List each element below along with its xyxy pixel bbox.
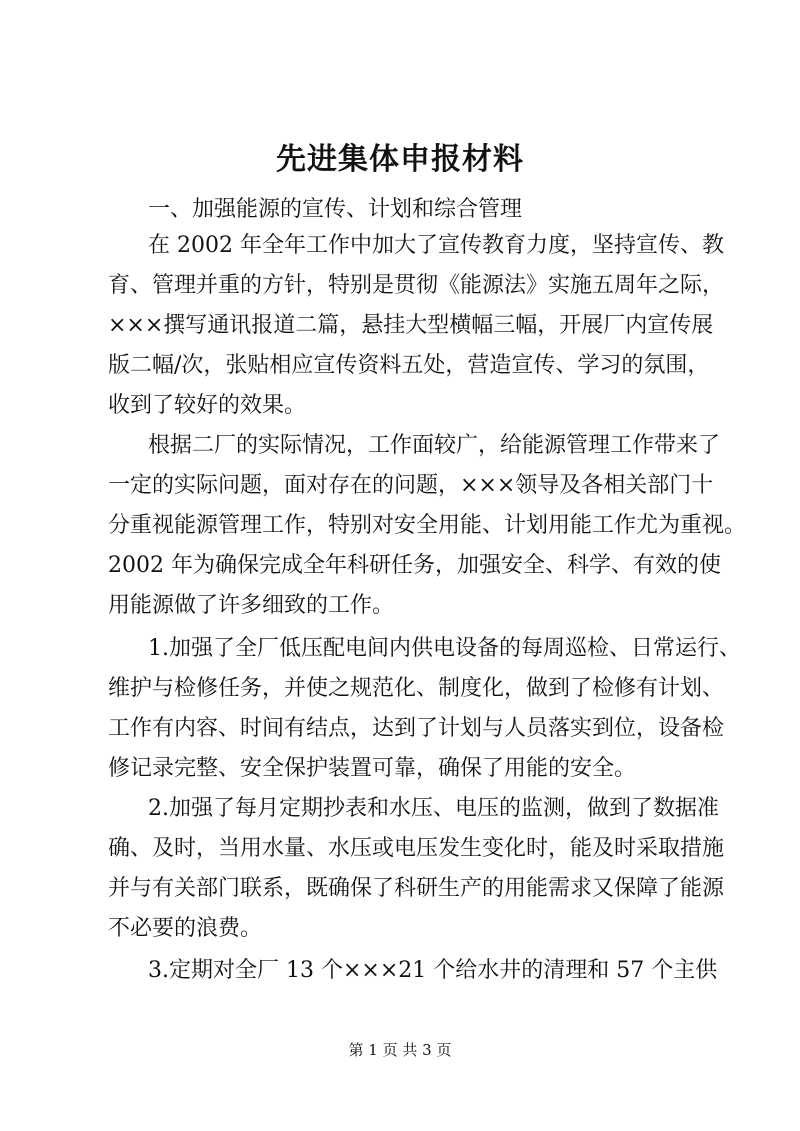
- paragraph-4-line-4: 不必要的浪费。: [108, 916, 263, 941]
- paragraph-3-line-4: 修记录完整、安全保护装置可靠，确保了用能的安全。: [108, 756, 637, 781]
- paragraph-4-line-2: 确、及时，当用水量、水压或电压发生变化时，能及时采取措施: [108, 836, 725, 861]
- paragraph-1-line-3: ×××撰写通讯报道二篇，悬挂大型横幅三幅，开展厂内宣传展: [108, 313, 714, 338]
- paragraph-4-line-1: 2.加强了每月定期抄表和水压、电压的监测，做到了数据准: [148, 796, 719, 821]
- paragraph-1-line-4: 版二幅/次，张贴相应宣传资料五处，营造宣传、学习的氛围，: [108, 353, 710, 378]
- paragraph-2-line-5: 用能源做了许多细致的工作。: [108, 593, 395, 618]
- paragraph-2-line-1: 根据二厂的实际情况，工作面较广，给能源管理工作带来了: [148, 433, 721, 458]
- page-footer: 第 1 页 共 3 页: [348, 1041, 452, 1059]
- paragraph-5-line-1: 3.定期对全厂 13 个×××21 个给水井的清理和 57 个主供: [148, 958, 718, 983]
- paragraph-4-line-3: 并与有关部门联系，既确保了科研生产的用能需求又保障了能源: [108, 876, 725, 901]
- document-title: 先进集体申报材料: [276, 142, 524, 177]
- paragraph-3-line-2: 维护与检修任务，并使之规范化、制度化，做到了检修有计划、: [108, 676, 725, 701]
- paragraph-2-line-4: 2002 年为确保完成全年科研任务，加强安全、科学、有效的使: [108, 553, 721, 578]
- paragraph-2-line-2: 一定的实际问题，面对存在的问题，×××领导及各相关部门十: [108, 473, 714, 498]
- paragraph-1-line-5: 收到了较好的效果。: [108, 393, 307, 418]
- paragraph-3-line-3: 工作有内容、时间有结点，达到了计划与人员落实到位，设备检: [108, 716, 725, 741]
- paragraph-2-line-3: 分重视能源管理工作，特别对安全用能、计划用能工作尤为重视。: [108, 513, 747, 538]
- section-heading: 一、加强能源的宣传、计划和综合管理: [148, 197, 523, 222]
- paragraph-1-line-2: 育、管理并重的方针，特别是贯彻《能源法》实施五周年之际，: [108, 273, 725, 298]
- paragraph-1-line-1: 在 2002 年全年工作中加大了宣传教育力度，坚持宣传、教: [148, 233, 724, 258]
- paragraph-3-line-1: 1.加强了全厂低压配电间内供电设备的每周巡检、日常运行、: [148, 636, 741, 661]
